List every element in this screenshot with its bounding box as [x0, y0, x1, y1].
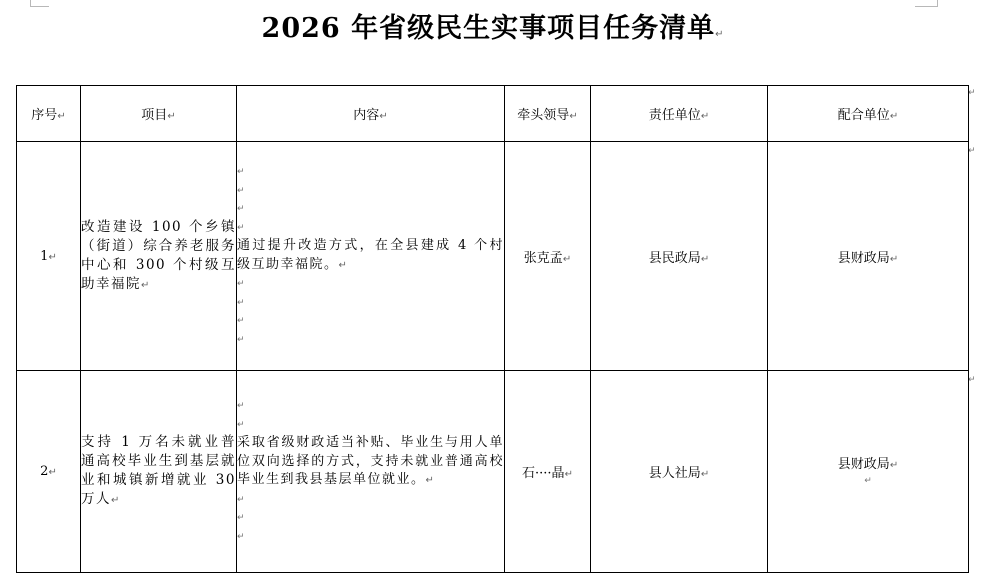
- paragraph-mark-icon: ↵: [715, 29, 725, 40]
- header-no: 序号↵: [17, 86, 81, 142]
- row-no: 1↵: [17, 142, 81, 371]
- row-cooperate: 县财政局↵: [768, 142, 969, 371]
- header-responsible: 责任单位↵: [591, 86, 768, 142]
- cell-mark-icon: ↵: [167, 111, 176, 122]
- table-row: [17, 371, 969, 573]
- empty-paragraph-mark-icon: ↵: [237, 167, 247, 177]
- header-leader: 牵头领导↵: [505, 86, 591, 142]
- empty-paragraph-mark-icon: ↵: [237, 334, 247, 345]
- empty-paragraph-mark-icon: ↵: [237, 204, 247, 214]
- row-end-mark-icon: ↵: [968, 375, 976, 385]
- table-row: [17, 142, 969, 371]
- content-text: 采取省级财政适当补贴、毕业生与用人单位双向选择的方式，支持未就业普通高校毕业生到我县基层单位就业。: [237, 435, 504, 487]
- row-content: ↵ ↵ ↵ ↵ 通过提升改造方式，在全县建成 4 个村级互助幸福院。↵ ↵ ↵ ↵ ↵: [237, 142, 505, 371]
- header-content: 内容↵: [237, 86, 505, 142]
- document-title: [0, 6, 986, 45]
- empty-paragraph-mark-icon: ↵: [237, 401, 247, 411]
- header-cooperate: 配合单位↵: [768, 86, 969, 142]
- row-project: 支持 1 万名未就业普通高校毕业生到基层就业和城镇新增就业 30 万人↵: [81, 371, 237, 573]
- task-table: [16, 85, 969, 573]
- content-text: 通过提升改造方式，在全县建成 4 个村级互助幸福院。: [237, 238, 504, 272]
- empty-paragraph-mark-icon: ↵: [237, 316, 247, 326]
- cell-mark-icon: ↵: [569, 111, 578, 122]
- row-responsible: 县人社局↵: [591, 371, 768, 573]
- row-cooperate: 县财政局↵ ↵: [768, 371, 969, 573]
- header-project: 项目↵: [81, 86, 237, 142]
- empty-paragraph-mark-icon: ↵: [237, 222, 247, 233]
- empty-paragraph-mark-icon: ↵: [237, 419, 247, 430]
- row-leader: 张克孟↵: [505, 142, 591, 371]
- cell-mark-icon: ↵: [700, 111, 710, 122]
- cell-mark-icon: ↵: [889, 111, 899, 122]
- row-content: ↵ ↵ 采取省级财政适当补贴、毕业生与用人单位双向选择的方式，支持未就业普通高校毕业生到我县基层单位就业。↵ ↵ ↵ ↵: [237, 371, 505, 573]
- table-header-row: [17, 86, 969, 142]
- cell-mark-icon: ↵: [379, 111, 388, 122]
- row-no: 2↵: [17, 371, 81, 573]
- row-leader: 石····晶↵: [505, 371, 591, 573]
- empty-paragraph-mark-icon: ↵: [864, 475, 872, 486]
- empty-paragraph-mark-icon: ↵: [237, 513, 247, 523]
- empty-paragraph-mark-icon: ↵: [237, 297, 247, 308]
- empty-paragraph-mark-icon: ↵: [237, 185, 247, 196]
- row-end-mark-icon: ↵: [968, 146, 976, 156]
- cell-mark-icon: ↵: [57, 111, 66, 122]
- empty-paragraph-mark-icon: ↵: [237, 494, 247, 505]
- empty-paragraph-mark-icon: ↵: [237, 531, 247, 542]
- row-responsible: 县民政局↵: [591, 142, 768, 371]
- row-end-mark-icon: ↵: [968, 88, 976, 98]
- title-text: 2026 年省级民生实事项目任务清单: [261, 13, 716, 44]
- empty-paragraph-mark-icon: ↵: [237, 279, 247, 289]
- row-project: 改造建设 100 个乡镇（街道）综合养老服务中心和 300 个村级互助幸福院↵: [81, 142, 237, 371]
